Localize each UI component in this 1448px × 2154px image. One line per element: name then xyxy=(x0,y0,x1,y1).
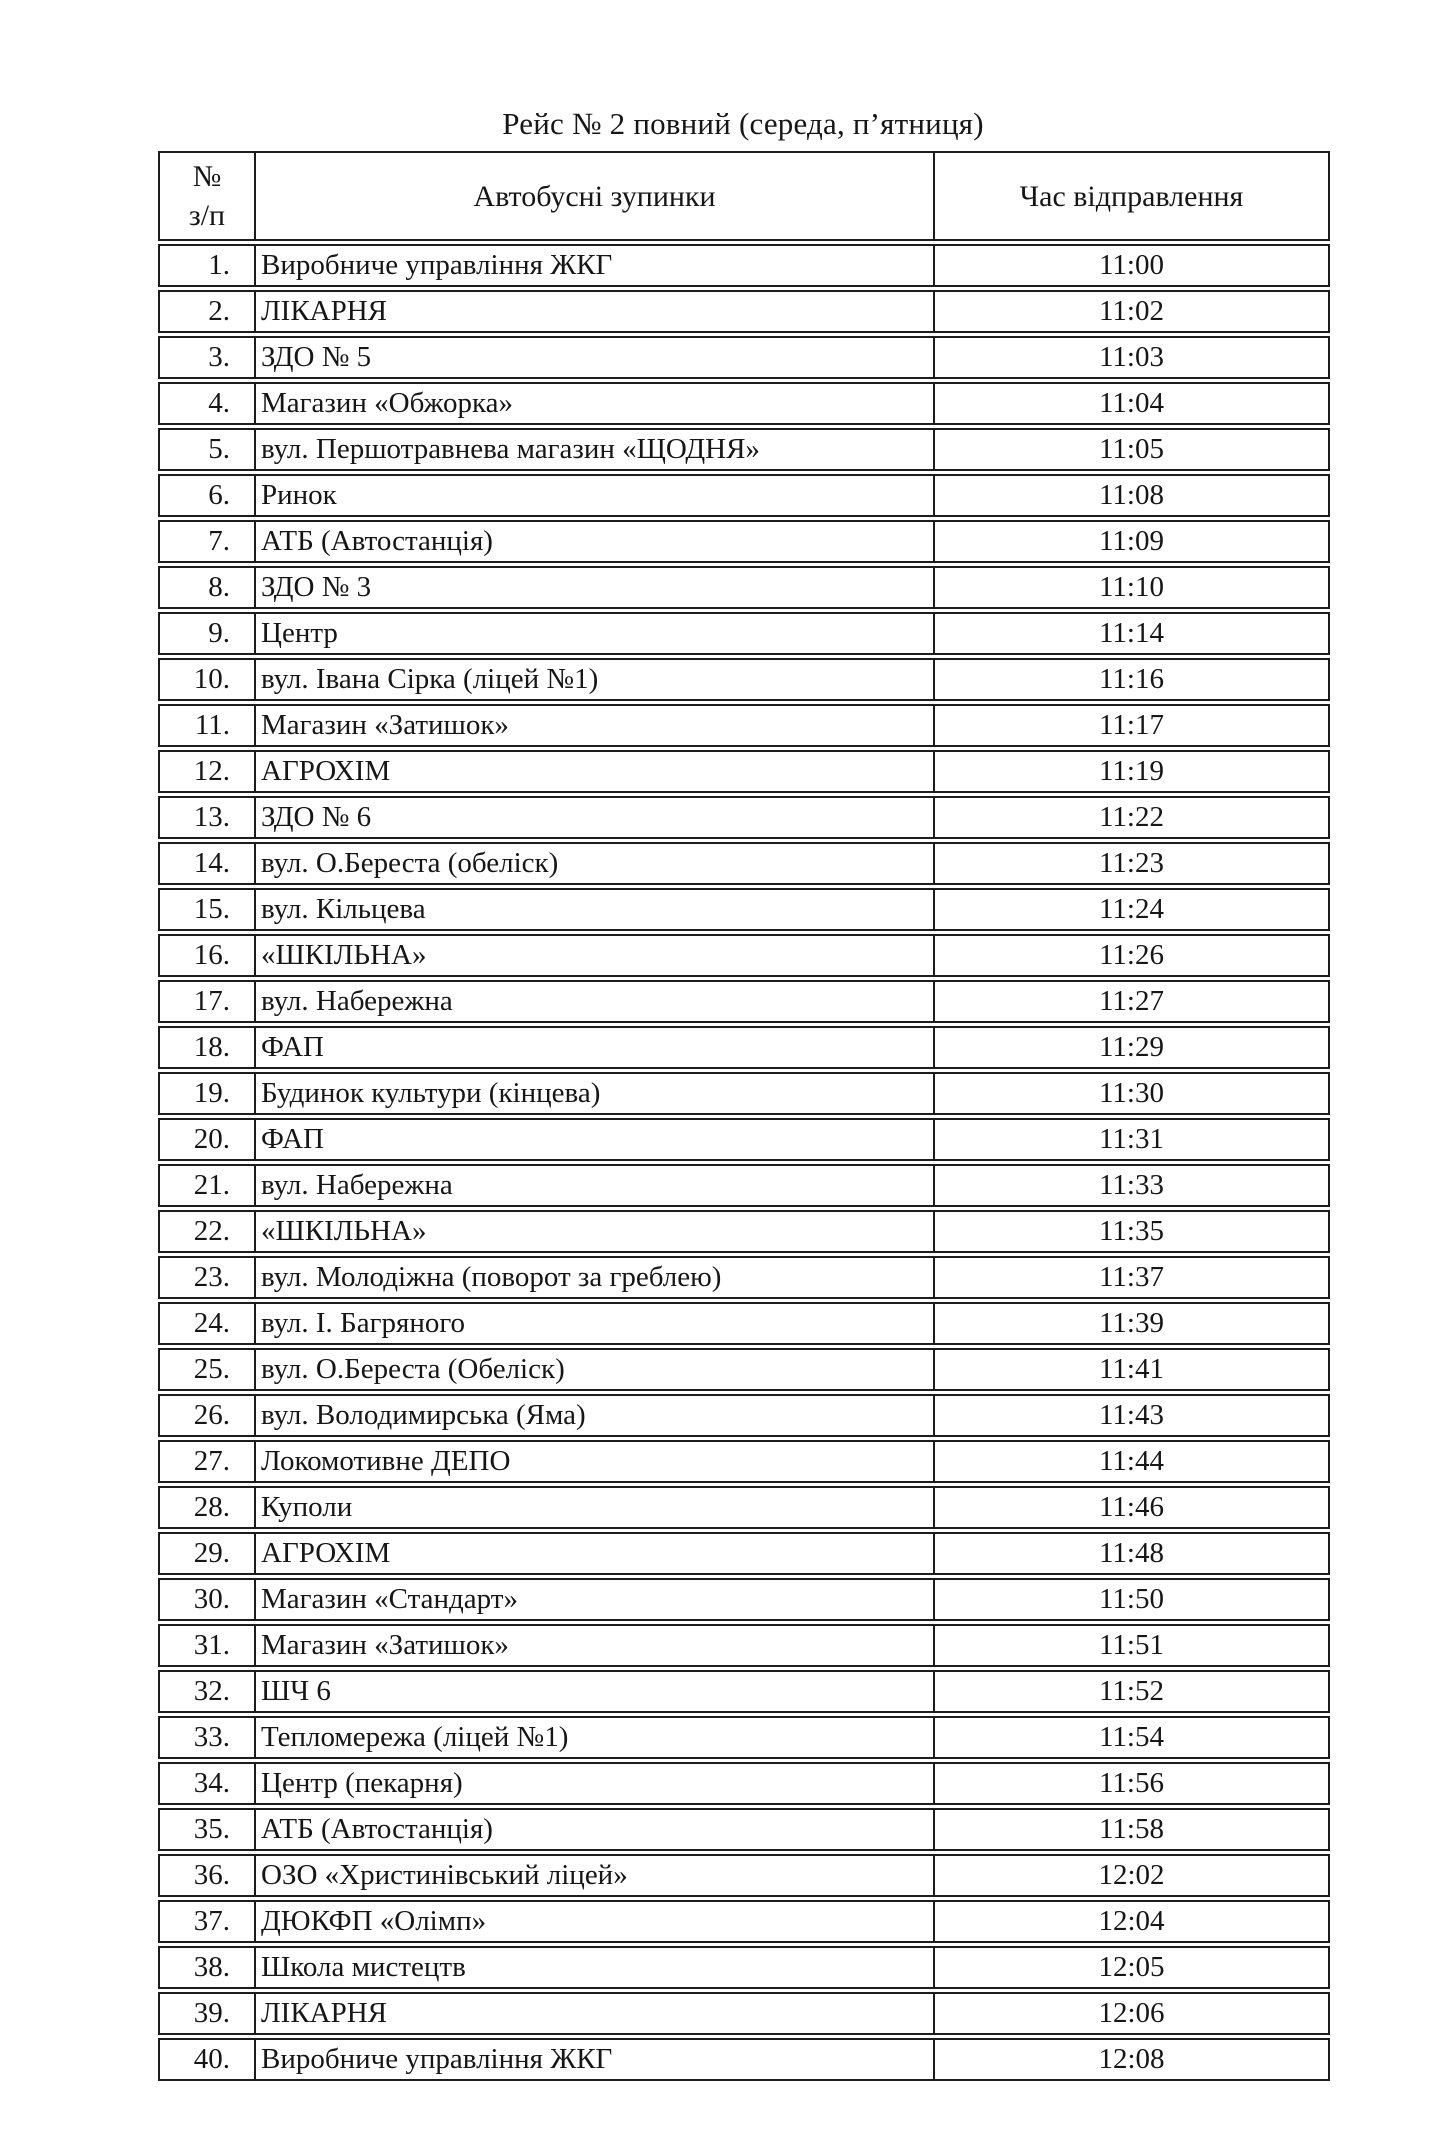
header-stops: Автобусні зупинки xyxy=(256,151,935,241)
row-number: 21. xyxy=(158,1164,256,1207)
row-stop-name: вул. Кільцева xyxy=(256,888,935,931)
row-stop-name: Магазин «Затишок» xyxy=(256,1624,935,1667)
table-row xyxy=(158,796,1330,839)
row-stop-name: Локомотивне ДЕПО xyxy=(256,1440,935,1483)
row-stop-name: Виробниче управління ЖКГ xyxy=(256,244,935,287)
row-departure-time: 11:50 xyxy=(935,1578,1330,1621)
table-row xyxy=(158,1624,1330,1667)
row-number: 16. xyxy=(158,934,256,977)
row-number: 33. xyxy=(158,1716,256,1759)
row-stop-name: вул. О.Береста (обеліск) xyxy=(256,842,935,885)
row-departure-time: 11:35 xyxy=(935,1210,1330,1253)
table-row xyxy=(158,1348,1330,1391)
table-row xyxy=(158,1302,1330,1345)
row-stop-name: вул. О.Береста (Обеліск) xyxy=(256,1348,935,1391)
row-departure-time: 11:56 xyxy=(935,1762,1330,1805)
row-departure-time: 11:26 xyxy=(935,934,1330,977)
row-stop-name: Магазин «Затишок» xyxy=(256,704,935,747)
row-departure-time: 11:14 xyxy=(935,612,1330,655)
row-number: 10. xyxy=(158,658,256,701)
row-departure-time: 11:39 xyxy=(935,1302,1330,1345)
table-row xyxy=(158,612,1330,655)
row-departure-time: 11:51 xyxy=(935,1624,1330,1667)
row-stop-name: ДЮКФП «Олімп» xyxy=(256,1900,935,1943)
row-departure-time: 11:41 xyxy=(935,1348,1330,1391)
row-departure-time: 12:05 xyxy=(935,1946,1330,1989)
row-stop-name: вул. Набережна xyxy=(256,1164,935,1207)
header-num-line1: № xyxy=(192,160,222,193)
row-number: 12. xyxy=(158,750,256,793)
table-row xyxy=(158,1808,1330,1851)
row-stop-name: ЛІКАРНЯ xyxy=(256,290,935,333)
table-row xyxy=(158,658,1330,701)
schedule-rows xyxy=(158,244,1330,2081)
row-stop-name: ЗДО № 6 xyxy=(256,796,935,839)
row-stop-name: Магазин «Обжорка» xyxy=(256,382,935,425)
table-row xyxy=(158,1762,1330,1805)
table-row xyxy=(158,1486,1330,1529)
row-number: 28. xyxy=(158,1486,256,1529)
row-number: 4. xyxy=(158,382,256,425)
row-departure-time: 11:10 xyxy=(935,566,1330,609)
row-departure-time: 11:58 xyxy=(935,1808,1330,1851)
row-number: 6. xyxy=(158,474,256,517)
row-stop-name: вул. Івана Сірка (ліцей №1) xyxy=(256,658,935,701)
row-departure-time: 11:54 xyxy=(935,1716,1330,1759)
row-number: 22. xyxy=(158,1210,256,1253)
table-row xyxy=(158,1256,1330,1299)
table-row xyxy=(158,1394,1330,1437)
row-departure-time: 12:06 xyxy=(935,1992,1330,2035)
row-departure-time: 11:08 xyxy=(935,474,1330,517)
table-row xyxy=(158,566,1330,609)
table-row xyxy=(158,1670,1330,1713)
row-number: 20. xyxy=(158,1118,256,1161)
row-stop-name: АГРОХІМ xyxy=(256,750,935,793)
table-row xyxy=(158,1946,1330,1989)
row-departure-time: 11:30 xyxy=(935,1072,1330,1115)
table-row xyxy=(158,1532,1330,1575)
table-row xyxy=(158,2038,1330,2081)
table-row xyxy=(158,842,1330,885)
row-stop-name: Куполи xyxy=(256,1486,935,1529)
row-stop-name: вул. І. Багряного xyxy=(256,1302,935,1345)
row-number: 9. xyxy=(158,612,256,655)
row-number: 36. xyxy=(158,1854,256,1897)
row-departure-time: 11:19 xyxy=(935,750,1330,793)
row-departure-time: 11:31 xyxy=(935,1118,1330,1161)
row-number: 32. xyxy=(158,1670,256,1713)
row-number: 40. xyxy=(158,2038,256,2081)
schedule-table xyxy=(158,148,1330,2084)
row-departure-time: 12:08 xyxy=(935,2038,1330,2081)
page-title: Рейс № 2 повний (середа, п’ятниця) xyxy=(502,106,984,141)
row-stop-name: Ринок xyxy=(256,474,935,517)
row-stop-name: Магазин «Стандарт» xyxy=(256,1578,935,1621)
row-stop-name: ЗДО № 5 xyxy=(256,336,935,379)
table-row xyxy=(158,1854,1330,1897)
row-stop-name: ЗДО № 3 xyxy=(256,566,935,609)
row-number: 35. xyxy=(158,1808,256,1851)
row-number: 3. xyxy=(158,336,256,379)
row-stop-name: «ШКІЛЬНА» xyxy=(256,1210,935,1253)
row-departure-time: 11:02 xyxy=(935,290,1330,333)
row-number: 37. xyxy=(158,1900,256,1943)
row-stop-name: Центр xyxy=(256,612,935,655)
row-stop-name: ШЧ 6 xyxy=(256,1670,935,1713)
row-number: 26. xyxy=(158,1394,256,1437)
row-departure-time: 11:03 xyxy=(935,336,1330,379)
row-number: 7. xyxy=(158,520,256,563)
table-row xyxy=(158,1578,1330,1621)
row-stop-name: Будинок культури (кінцева) xyxy=(256,1072,935,1115)
row-number: 8. xyxy=(158,566,256,609)
row-departure-time: 11:43 xyxy=(935,1394,1330,1437)
row-departure-time: 12:02 xyxy=(935,1854,1330,1897)
row-number: 1. xyxy=(158,244,256,287)
table-row xyxy=(158,750,1330,793)
row-number: 30. xyxy=(158,1578,256,1621)
table-row xyxy=(158,1026,1330,1069)
document-page xyxy=(0,106,1448,2154)
table-row xyxy=(158,428,1330,471)
row-number: 38. xyxy=(158,1946,256,1989)
row-number: 19. xyxy=(158,1072,256,1115)
row-stop-name: АГРОХІМ xyxy=(256,1532,935,1575)
row-departure-time: 11:04 xyxy=(935,382,1330,425)
row-stop-name: Виробниче управління ЖКГ xyxy=(256,2038,935,2081)
row-departure-time: 11:24 xyxy=(935,888,1330,931)
row-departure-time: 12:04 xyxy=(935,1900,1330,1943)
table-row xyxy=(158,520,1330,563)
table-row xyxy=(158,290,1330,333)
row-number: 29. xyxy=(158,1532,256,1575)
row-stop-name: вул. Набережна xyxy=(256,980,935,1023)
row-number: 24. xyxy=(158,1302,256,1345)
row-number: 17. xyxy=(158,980,256,1023)
row-departure-time: 11:17 xyxy=(935,704,1330,747)
row-stop-name: вул. Молодіжна (поворот за греблею) xyxy=(256,1256,935,1299)
row-departure-time: 11:16 xyxy=(935,658,1330,701)
row-departure-time: 11:09 xyxy=(935,520,1330,563)
header-num-line2: з/п xyxy=(188,199,226,232)
header-time: Час відправлення xyxy=(935,151,1330,241)
row-number: 11. xyxy=(158,704,256,747)
row-number: 27. xyxy=(158,1440,256,1483)
row-stop-name: вул. Володимирська (Яма) xyxy=(256,1394,935,1437)
table-row xyxy=(158,1440,1330,1483)
row-stop-name: ФАП xyxy=(256,1118,935,1161)
row-number: 34. xyxy=(158,1762,256,1805)
table-row xyxy=(158,1900,1330,1943)
table-row xyxy=(158,888,1330,931)
row-number: 5. xyxy=(158,428,256,471)
row-stop-name: Тепломережа (ліцей №1) xyxy=(256,1716,935,1759)
row-stop-name: ФАП xyxy=(256,1026,935,1069)
table-row xyxy=(158,474,1330,517)
table-row xyxy=(158,336,1330,379)
header-num xyxy=(158,151,256,241)
row-departure-time: 11:00 xyxy=(935,244,1330,287)
row-number: 14. xyxy=(158,842,256,885)
row-departure-time: 11:23 xyxy=(935,842,1330,885)
row-stop-name: вул. Першотравнева магазин «ЩОДНЯ» xyxy=(256,428,935,471)
table-row xyxy=(158,1072,1330,1115)
row-stop-name: АТБ (Автостанція) xyxy=(256,520,935,563)
row-departure-time: 11:22 xyxy=(935,796,1330,839)
table-row xyxy=(158,980,1330,1023)
row-departure-time: 11:46 xyxy=(935,1486,1330,1529)
header-row xyxy=(158,151,1330,241)
row-departure-time: 11:05 xyxy=(935,428,1330,471)
row-departure-time: 11:37 xyxy=(935,1256,1330,1299)
row-departure-time: 11:44 xyxy=(935,1440,1330,1483)
row-number: 2. xyxy=(158,290,256,333)
table-row xyxy=(158,704,1330,747)
row-number: 18. xyxy=(158,1026,256,1069)
row-stop-name: ЛІКАРНЯ xyxy=(256,1992,935,2035)
row-number: 25. xyxy=(158,1348,256,1391)
table-row xyxy=(158,1164,1330,1207)
table-row xyxy=(158,1118,1330,1161)
row-departure-time: 11:27 xyxy=(935,980,1330,1023)
row-stop-name: Центр (пекарня) xyxy=(256,1762,935,1805)
row-number: 15. xyxy=(158,888,256,931)
row-number: 31. xyxy=(158,1624,256,1667)
table-row xyxy=(158,1210,1330,1253)
table-row xyxy=(158,1992,1330,2035)
table-row xyxy=(158,1716,1330,1759)
row-departure-time: 11:29 xyxy=(935,1026,1330,1069)
row-departure-time: 11:52 xyxy=(935,1670,1330,1713)
row-departure-time: 11:48 xyxy=(935,1532,1330,1575)
row-stop-name: АТБ (Автостанція) xyxy=(256,1808,935,1851)
row-number: 39. xyxy=(158,1992,256,2035)
row-stop-name: ОЗО «Христинівський ліцей» xyxy=(256,1854,935,1897)
row-number: 13. xyxy=(158,796,256,839)
table-row xyxy=(158,244,1330,287)
table-row xyxy=(158,382,1330,425)
row-stop-name: Школа мистецтв xyxy=(256,1946,935,1989)
row-stop-name: «ШКІЛЬНА» xyxy=(256,934,935,977)
row-number: 23. xyxy=(158,1256,256,1299)
table-row xyxy=(158,934,1330,977)
row-departure-time: 11:33 xyxy=(935,1164,1330,1207)
